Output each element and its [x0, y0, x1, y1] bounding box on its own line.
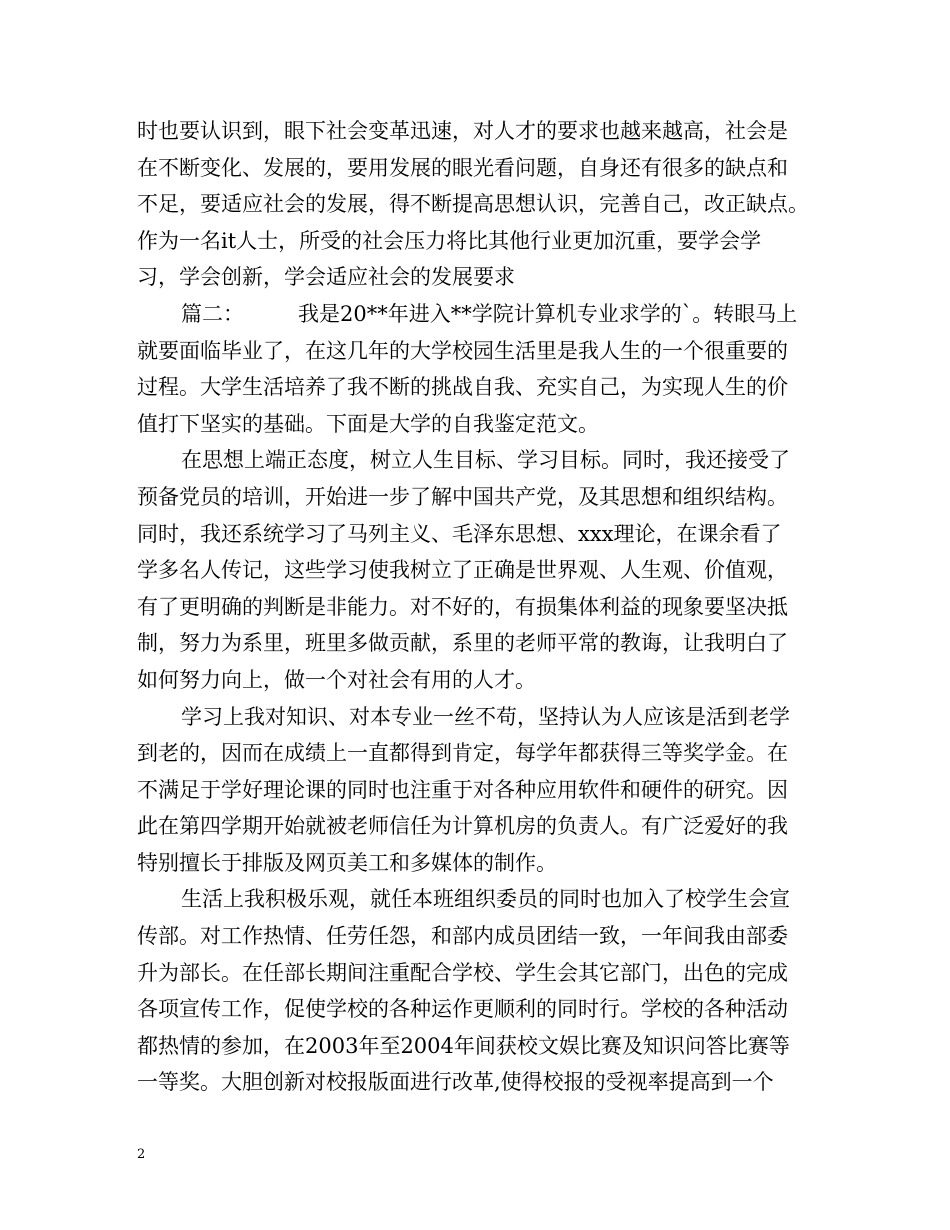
text-line: 升为部长。在任部长期间注重配合学校、学生会其它部门，出色的完成 — [137, 960, 788, 985]
text-line: 此在第四学期开始就被老师信任为计算机房的负责人。有广泛爱好的我 — [137, 814, 788, 839]
text-line: 过程。大学生活培养了我不断的挑战自我、充实自己，为实现人生的价 — [137, 375, 788, 400]
text-line: 值打下坚实的基础。下面是大学的自我鉴定范文。 — [137, 411, 599, 436]
text-line: 到老的，因而在成绩上一直都得到肯定，每学年都获得三等奖学金。在 — [137, 741, 788, 766]
text-line: 都热情的参加，在2003年至2004年间获校文娱比赛及知识问答比赛等 — [137, 1033, 790, 1058]
section-first-line: 我是20**年进入**学院计算机专业求学的`。转眼马上 — [298, 301, 798, 326]
body-text — [137, 113, 827, 1101]
text-line: 时也要认识到，眼下社会变革迅速，对人才的要求也越来越高，社会是 — [137, 119, 788, 143]
text-line: 在不断变化、发展的，要用发展的眼光看问题，自身还有很多的缺点和 — [137, 155, 788, 180]
text-line: 学多名人传记，这些学习使我树立了正确是世界观、人生观、价值观， — [137, 558, 788, 583]
text-line: 就要面临毕业了，在这几年的大学校园生活里是我人生的一个很重要的 — [137, 338, 788, 363]
text-line: 不足，要适应社会的发展，得不断提高思想认识，完善自己，改正缺点。 — [137, 192, 809, 217]
text-line: 作为一名it人士，所受的社会压力将比其他行业更加沉重，要学会学 — [137, 228, 762, 253]
text-line: 各项宣传工作，促使学校的各种运作更顺利的同时行。学校的各种活动 — [137, 997, 788, 1022]
page-number: 2 — [137, 1147, 146, 1162]
text-line: 有了更明确的判断是非能力。对不好的，有损集体利益的现象要坚决抵 — [137, 594, 788, 619]
text-line: 如何努力向上，做一个对社会有用的人才。 — [137, 667, 536, 692]
text-line: 传部。对工作热情、任劳任怨，和部内成员团结一致，一年间我由部委 — [137, 924, 788, 949]
text-line: 习，学会创新，学会适应社会的发展要求 — [137, 265, 515, 290]
text-line: 特别擅长于排版及网页美工和多媒体的制作。 — [137, 850, 557, 875]
text-line: 制，努力为系里，班里多做贡献，系里的老师平常的教诲，让我明白了 — [137, 631, 788, 656]
text-line: 不满足于学好理论课的同时也注重于对各种应用软件和硬件的研究。因 — [137, 777, 788, 802]
paragraph-start-line: 生活上我积极乐观，就任本班组织委员的同时也加入了校学生会宣 — [181, 887, 790, 912]
paragraph-start-line: 学习上我对知识、对本专业一丝不苟，坚持认为人应该是活到老学 — [181, 704, 790, 729]
paragraph-start-line: 在思想上端正态度，树立人生目标、学习目标。同时，我还接受了 — [181, 448, 790, 473]
section-label: 篇二： — [181, 301, 244, 326]
section-heading-line — [137, 296, 827, 333]
text-line: 同时，我还系统学习了马列主义、毛泽东思想、xxx理论，在课余看了 — [137, 521, 782, 546]
text-line: 预备党员的培训，开始进一步了解中国共产党，及其思想和组织结构。 — [137, 484, 788, 509]
text-line: 一等奖。大胆创新对校报版面进行改革,使得校报的受视率提高到一个 — [137, 1070, 774, 1095]
